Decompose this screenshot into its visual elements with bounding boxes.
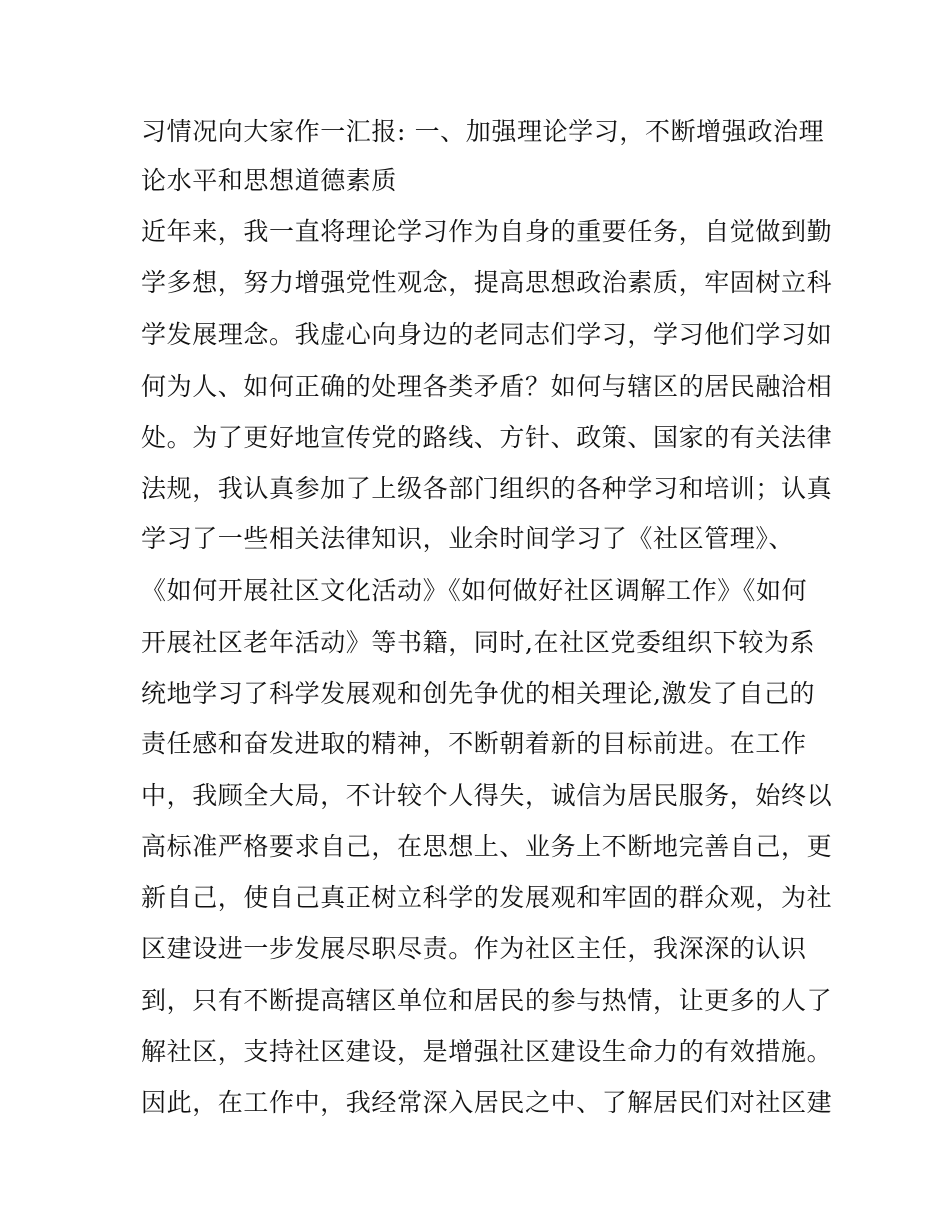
text-line: 近年来，我一直将理论学习作为自身的重要任务，自觉做到勤	[141, 217, 833, 246]
text-line: 《如何开展社区文化活动》《如何做好社区调解工作》《如何	[141, 576, 808, 605]
text-line: 责任感和奋发进取的精神，不断朝着新的目标前进。在工作	[141, 729, 807, 758]
text-line: 到，只有不断提高辖区单位和居民的参与热情，让更多的人了	[141, 986, 833, 1015]
text-line: 何为人、如何正确的处理各类矛盾？如何与辖区的居民融洽相	[141, 372, 833, 401]
text-line: 解社区，支持社区建设，是增强社区建设生命力的有效措施。	[141, 1037, 833, 1066]
text-line: 统地学习了科学发展观和创先争优的相关理论,激发了自己的	[141, 679, 816, 708]
text-line: 法规，我认真参加了上级各部门组织的各种学习和培训；认真	[141, 474, 833, 503]
text-line: 学发展理念。我虚心向身边的老同志们学习，学习他们学习如	[141, 320, 833, 349]
text-line: 论水平和思想道德素质	[141, 166, 398, 195]
text-line: 处。为了更好地宣传党的路线、方针、政策、国家的有关法律	[141, 423, 833, 452]
text-line: 区建设进一步发展尽职尽责。作为社区主任，我深深的认识	[141, 934, 807, 963]
text-line: 开展社区老年活动》等书籍，同时,在社区党委组织下较为系	[141, 628, 816, 657]
text-line: 学习了一些相关法律知识，业余时间学习了《社区管理》、	[141, 524, 795, 553]
text-line: 学多想，努力增强党性观念，提高思想政治素质，牢固树立科	[141, 268, 833, 297]
text-line: 新自己，使自己真正树立科学的发展观和牢固的群众观，为社	[141, 883, 833, 912]
text-line: 习情况向大家作一汇报: 一、加强理论学习，不断增强政治理	[141, 117, 825, 146]
text-line: 因此，在工作中，我经常深入居民之中、了解居民们对社区建	[141, 1088, 833, 1117]
text-line: 高标准严格要求自己，在思想上、业务上不断地完善自己，更	[141, 832, 833, 861]
text-line: 中，我顾全大局，不计较个人得失，诚信为居民服务，始终以	[141, 781, 833, 810]
